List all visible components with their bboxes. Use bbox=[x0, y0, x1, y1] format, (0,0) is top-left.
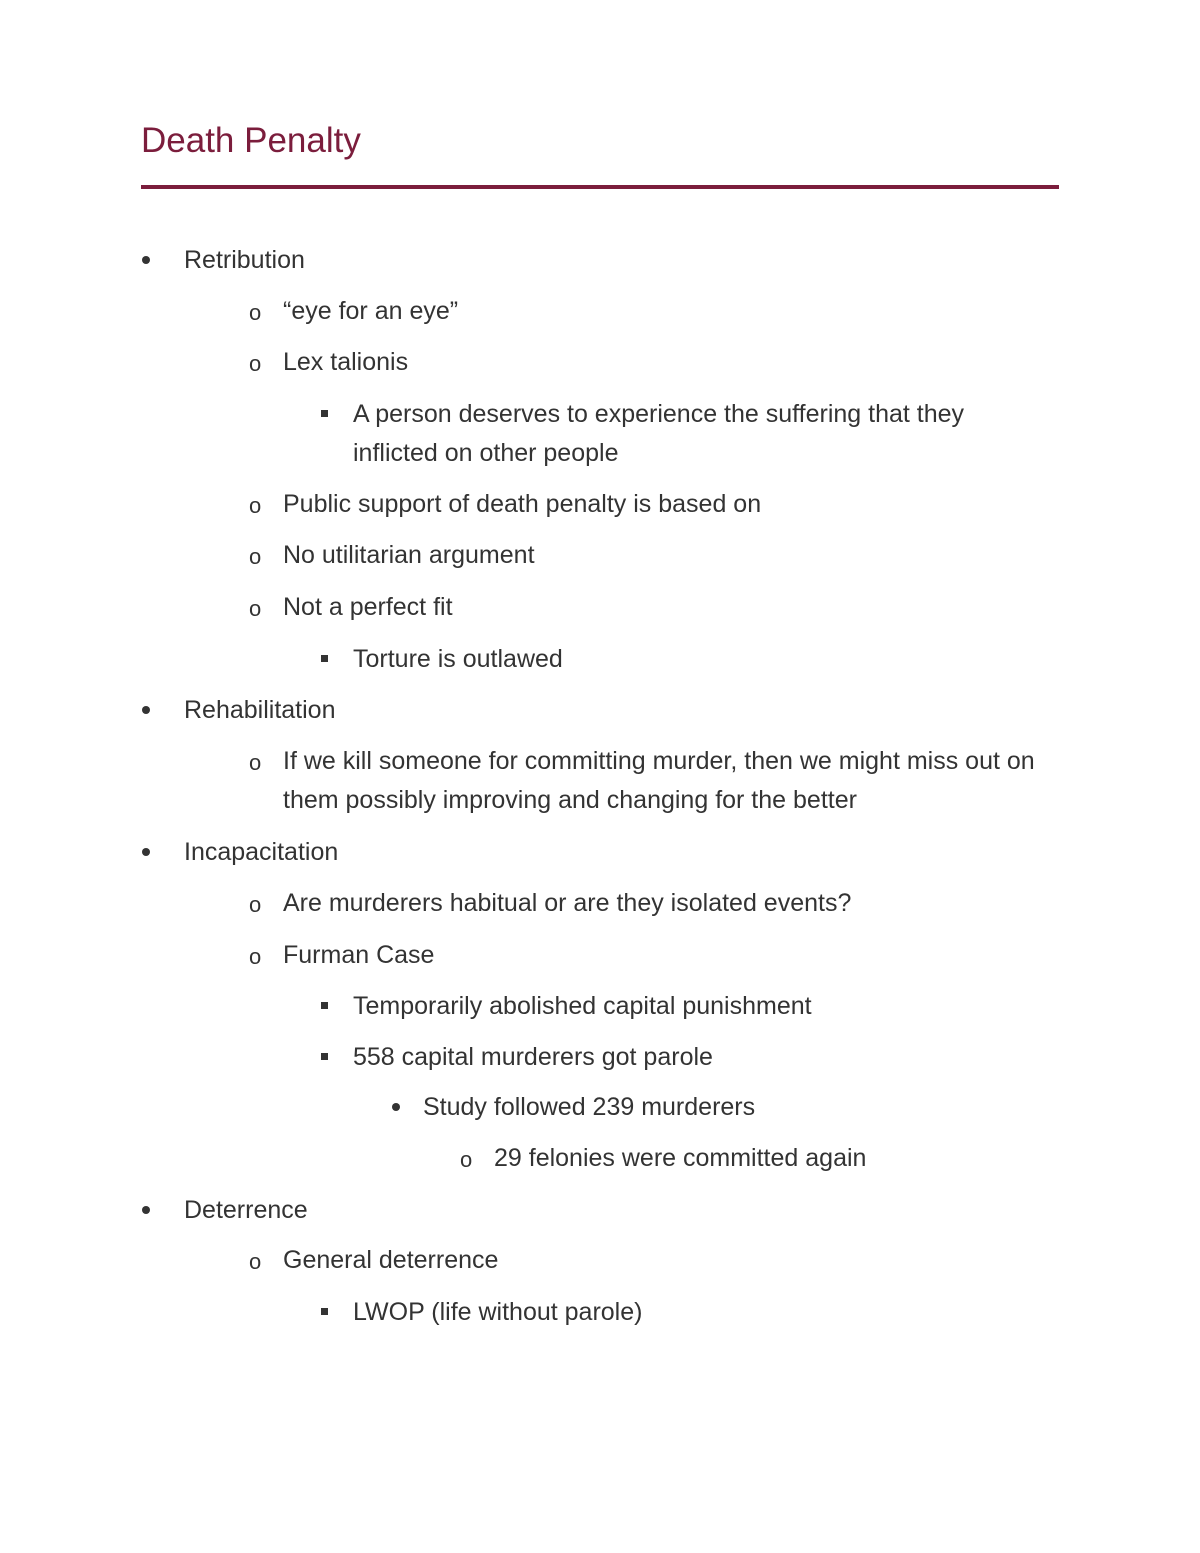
list-item bbox=[249, 292, 1043, 331]
bullet-square-icon bbox=[321, 1053, 328, 1060]
list-item-text: Incapacitation bbox=[184, 838, 339, 866]
list-item-text: General deterrence bbox=[283, 1246, 499, 1274]
list-item bbox=[249, 588, 1043, 627]
list-item-text: Lex talionis bbox=[283, 348, 409, 376]
list-item-text: No utilitarian argument bbox=[283, 541, 535, 569]
list-item bbox=[423, 1088, 1043, 1127]
list-item bbox=[353, 395, 1033, 473]
list-item-text: Study followed 239 murderers bbox=[423, 1093, 756, 1121]
bullet-square-icon bbox=[321, 410, 328, 417]
bullet-circle-icon: o bbox=[249, 892, 262, 917]
list-item-text: “eye for an eye” bbox=[283, 297, 459, 325]
bullet-circle-icon: o bbox=[249, 750, 262, 775]
bullet-square-icon bbox=[321, 1308, 328, 1315]
title-divider bbox=[141, 185, 1059, 189]
list-item bbox=[353, 640, 1033, 679]
list-item bbox=[460, 1139, 1054, 1178]
list-item-text: Retribution bbox=[184, 246, 305, 274]
list-item-text: Public support of death penalty is based on bbox=[283, 490, 762, 518]
list-item-text: If we kill someone for committing murder, then we might miss out on them possibly improving and changing for the better bbox=[283, 747, 1035, 814]
list-item-text: Rehabilitation bbox=[184, 696, 336, 724]
list-item bbox=[184, 691, 1044, 730]
bullet-circle-icon: o bbox=[249, 544, 262, 569]
list-item bbox=[353, 1038, 1033, 1077]
list-item-text: Torture is outlawed bbox=[353, 645, 563, 673]
bullet-circle-icon: o bbox=[249, 493, 262, 518]
bullet-dot-icon bbox=[142, 848, 150, 856]
bullet-circle-icon: o bbox=[249, 1249, 262, 1274]
list-item bbox=[249, 536, 1043, 575]
bullet-square-icon bbox=[321, 655, 328, 662]
bullet-dot-icon bbox=[142, 706, 150, 714]
list-item-text: Are murderers habitual or are they isolated events? bbox=[283, 889, 852, 917]
list-item bbox=[249, 936, 1043, 975]
list-item bbox=[184, 241, 1044, 280]
list-item bbox=[353, 1293, 1033, 1332]
bullet-dot-icon bbox=[142, 256, 150, 264]
list-item bbox=[249, 1241, 1043, 1280]
list-item-text: A person deserves to experience the suffering that they inflicted on other people bbox=[353, 400, 965, 467]
list-item-text: Furman Case bbox=[283, 941, 435, 969]
list-item-text: Temporarily abolished capital punishment bbox=[353, 992, 812, 1020]
bullet-circle-icon: o bbox=[249, 596, 262, 621]
list-item bbox=[249, 343, 1043, 382]
bullet-circle-icon: o bbox=[249, 300, 262, 325]
bullet-circle-icon: o bbox=[249, 351, 262, 376]
list-item bbox=[184, 1191, 1044, 1230]
list-item-text: 29 felonies were committed again bbox=[494, 1144, 867, 1172]
bullet-circle-icon: o bbox=[460, 1147, 473, 1172]
list-item-text: Deterrence bbox=[184, 1196, 308, 1224]
page-title: Death Penalty bbox=[141, 121, 361, 160]
list-item bbox=[353, 987, 1033, 1026]
list-item bbox=[249, 485, 1043, 524]
list-item bbox=[249, 742, 1043, 820]
list-item-text: Not a perfect fit bbox=[283, 593, 453, 621]
list-item bbox=[249, 884, 1043, 923]
bullet-dot-icon bbox=[142, 1206, 150, 1214]
list-item-text: 558 capital murderers got parole bbox=[353, 1043, 713, 1071]
bullet-dot-icon bbox=[392, 1103, 400, 1111]
list-item-text: LWOP (life without parole) bbox=[353, 1298, 643, 1326]
bullet-circle-icon: o bbox=[249, 944, 262, 969]
bullet-square-icon bbox=[321, 1002, 328, 1009]
list-item bbox=[184, 833, 1044, 872]
